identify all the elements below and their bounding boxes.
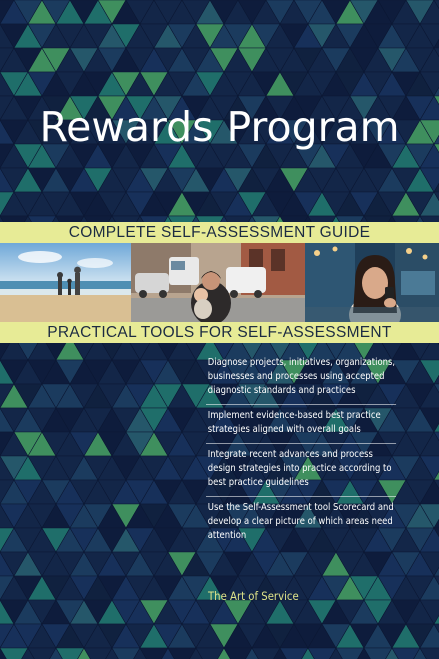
feature-list — [206, 352, 396, 549]
street-mother-child-photo — [131, 243, 305, 322]
photo-strip — [0, 243, 439, 322]
cafe-woman-phone-photo — [305, 243, 439, 322]
beach-family-image — [0, 243, 131, 322]
feature-item-scorecard: Use the Self-Assessment tool Scorecard and develop a clear picture of which areas need attention — [207, 502, 394, 541]
book-title: Rewards Program — [39, 103, 400, 151]
publisher-name: The Art of Service — [208, 589, 299, 603]
feature-item-diagnose: Diagnose projects, initiatives, organizations, businesses and processes using accepted diagnostic standards and practices — [206, 352, 396, 405]
beach-family-photo — [0, 243, 131, 322]
bottom-banner: PRACTICAL TOOLS FOR SELF-ASSESSMENT — [0, 322, 439, 343]
top-banner: COMPLETE SELF-ASSESSMENT GUIDE — [0, 222, 439, 243]
street-mother-child-image — [131, 243, 305, 322]
cafe-woman-phone-image — [305, 243, 439, 322]
feature-item-implement: Implement evidence-based best practice strategies aligned with overall goals — [206, 405, 396, 444]
feature-item-integrate: Integrate recent advances and process design strategies into practice according to best practice guidelines — [206, 444, 396, 497]
